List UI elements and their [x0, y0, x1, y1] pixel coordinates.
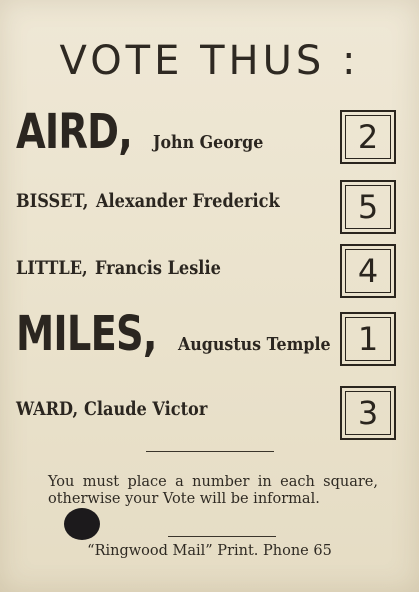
candidate-given-names: Francis Leslie — [95, 257, 222, 279]
vote-square-miles — [340, 312, 396, 366]
vote-square-bisset — [340, 180, 396, 234]
instruction-text: You must place a number in each square, otherwise your Vote will be informal. — [48, 474, 378, 507]
candidate-surname: WARD, — [16, 398, 79, 420]
candidate-row-miles — [16, 306, 351, 362]
candidate-surname: AIRD, — [16, 104, 133, 160]
candidate-row-aird — [16, 104, 278, 160]
divider-line — [168, 536, 276, 537]
preference-number: 2 — [357, 118, 379, 156]
candidate-given-names: Alexander Frederick — [96, 190, 280, 212]
card-title: VOTE THUS : — [59, 38, 360, 84]
candidate-surname: MILES, — [16, 306, 157, 362]
candidate-given-names: John George — [153, 132, 264, 153]
candidate-row-bisset — [16, 190, 312, 212]
vote-square-little — [340, 244, 396, 298]
candidate-surname: LITTLE, — [16, 257, 88, 279]
preference-number: 3 — [357, 394, 379, 432]
candidate-row-ward — [16, 398, 229, 420]
vote-square-aird — [340, 110, 396, 164]
candidate-row-little — [16, 257, 243, 279]
preference-number: 5 — [357, 188, 379, 226]
punch-hole — [64, 508, 100, 540]
divider-line — [146, 451, 274, 452]
preference-number: 4 — [357, 252, 379, 290]
preference-number: 1 — [357, 320, 379, 358]
candidate-given-names: Augustus Temple — [177, 334, 331, 355]
candidate-surname: BISSET, — [16, 190, 89, 212]
vote-square-ward — [340, 386, 396, 440]
candidate-given-names: Claude Victor — [84, 398, 208, 420]
printer-imprint: “Ringwood Mail” Print. Phone 65 — [87, 543, 332, 559]
